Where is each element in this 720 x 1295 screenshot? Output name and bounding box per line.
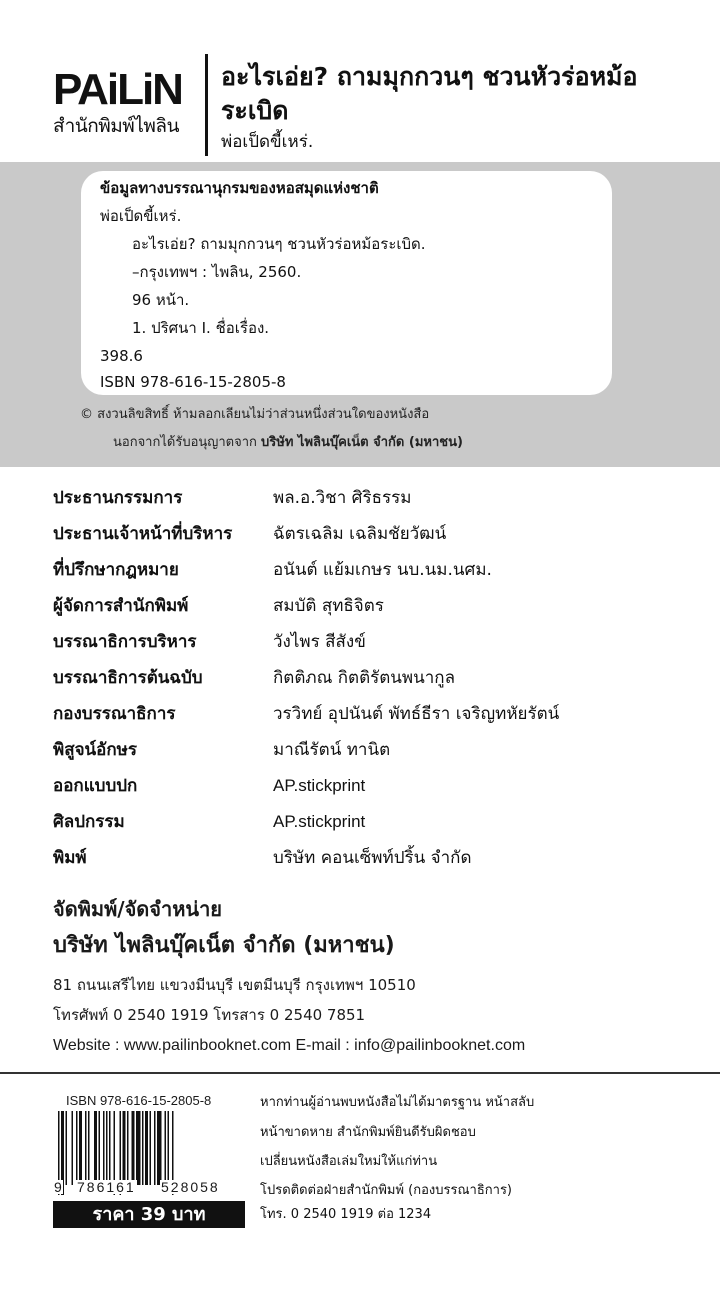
notice-line: หน้าขาดหาย สำนักพิมพ์ยินดีรับผิดชอบ (260, 1125, 476, 1140)
copyright-prefix: นอกจากได้รับอนุญาตจาก (113, 435, 257, 450)
book-header (0, 0, 720, 162)
barcode-digit-first: 9 (54, 1179, 62, 1195)
staff-name: กิตติภณ กิตติรัตนพนากูล (273, 668, 456, 688)
cip-line: อะไรเอ่ย? ถามมุกกวนๆ ชวนหัวร่อหม้อระเบิด. (132, 235, 426, 253)
logo-wordmark: PAiLiN (53, 65, 182, 114)
book-author: พ่อเป็ดขี้เหร่. (221, 132, 314, 152)
copyright-line (113, 434, 463, 452)
staff-row (53, 773, 673, 803)
staff-row (53, 737, 673, 767)
cip-line: 398.6 (100, 347, 143, 365)
staff-name: พล.อ.วิชา ศิริธรรม (273, 488, 412, 508)
staff-role: ที่ปรึกษากฎหมาย (53, 560, 179, 580)
staff-role: พิสูจน์อักษร (53, 740, 138, 760)
staff-role: ออกแบบปก (53, 776, 138, 796)
staff-role: กองบรรณาธิการ (53, 704, 176, 724)
price-badge: ราคา 39 บาท (53, 1201, 245, 1228)
staff-role: บรรณาธิการต้นฉบับ (53, 668, 203, 688)
publisher-address: 81 ถนนเสรีไทย แขวงมีนบุรี เขตมีนบุรี กรุงเทพฯ 10510 (53, 976, 416, 994)
publisher-label: จัดพิมพ์/จัดจำหน่าย (53, 897, 223, 921)
staff-name: สมบัติ สุทธิจิตร (273, 596, 384, 616)
cip-line: ISBN 978-616-15-2805-8 (100, 373, 286, 391)
staff-row (53, 593, 673, 623)
barcode-digits-right: 528058 (161, 1179, 220, 1195)
cip-line: 96 หน้า. (132, 291, 190, 309)
staff-role: พิมพ์ (53, 848, 87, 868)
staff-name: วรวิทย์ อุปนันต์ พัทธ์ธีรา เจริญทหัยรัตน์ (273, 704, 560, 724)
copyright-line: © สงวนลิขสิทธิ์ ห้ามลอกเลียนไม่ว่าส่วนหนึ่งส่วนใดของหนังสือ (80, 407, 430, 422)
barcode-digits-left: 786161 (77, 1179, 136, 1195)
staff-row (53, 701, 673, 731)
publisher-name: บริษัท ไพลินบุ๊คเน็ต จำกัด (มหาชน) (53, 933, 395, 958)
staff-row (53, 809, 673, 839)
staff-role: บรรณาธิการบริหาร (53, 632, 197, 652)
header-divider (205, 54, 208, 156)
cip-line: –กรุงเทพฯ : ไพลิน, 2560. (132, 263, 302, 281)
staff-role: ศิลปกรรม (53, 812, 125, 832)
notice-line: เปลี่ยนหนังสือเล่มใหม่ให้แก่ท่าน (260, 1154, 438, 1169)
staff-name: AP.stickprint (273, 776, 366, 795)
cip-heading: ข้อมูลทางบรรณานุกรมของหอสมุดแห่งชาติ (100, 179, 379, 197)
copyright-company: บริษัท ไพลินบุ๊คเน็ต จำกัด (มหาชน) (261, 435, 463, 450)
publisher-phone: โทรศัพท์ 0 2540 1919 โทรสาร 0 2540 7851 (53, 1006, 366, 1024)
staff-row (53, 485, 673, 515)
staff-name: ฉัตรเฉลิม เฉลิมชัยวัฒน์ (273, 524, 447, 544)
barcode-isbn: ISBN 978-616-15-2805-8 (66, 1093, 212, 1108)
staff-role: ผู้จัดการสำนักพิมพ์ (53, 596, 189, 616)
section-divider (0, 1072, 720, 1074)
staff-row (53, 629, 673, 659)
staff-name: อนันต์ แย้มเกษร นบ.นม.นศม. (273, 560, 492, 580)
publisher-logo (53, 65, 193, 138)
book-title: อะไรเอ่ย? ถามมุกกวนๆ ชวนหัวร่อหม้อระเบิด (221, 62, 638, 125)
cip-line: 1. ปริศนา I. ชื่อเรื่อง. (132, 319, 270, 337)
staff-row (53, 665, 673, 695)
notice-line: โปรดติดต่อฝ่ายสำนักพิมพ์ (กองบรรณาธิการ) (260, 1183, 512, 1198)
staff-row (53, 845, 673, 875)
notice-line: หากท่านผู้อ่านพบหนังสือไม่ได้มาตรฐาน หน้าสลับ (260, 1095, 535, 1110)
logo-subtitle: สำนักพิมพ์ไพลิน (53, 115, 180, 137)
staff-name: AP.stickprint (273, 812, 366, 831)
cip-line: พ่อเป็ดขี้เหร่. (100, 207, 182, 225)
cip-card (81, 171, 612, 395)
staff-name: บริษัท คอนเซ็พท์ปริ้น จำกัด (273, 848, 472, 868)
notice-line: โทร. 0 2540 1919 ต่อ 1234 (260, 1207, 432, 1222)
staff-role: ประธานกรรมการ (53, 488, 183, 508)
publisher-web-email: Website : www.pailinbooknet.com E-mail : info@pailinbooknet.com (53, 1037, 526, 1054)
staff-row (53, 557, 673, 587)
staff-role: ประธานเจ้าหน้าที่บริหาร (53, 524, 233, 544)
staff-name: มาณีรัตน์ ทานิต (273, 740, 391, 760)
staff-row (53, 521, 673, 551)
staff-name: วังไพร สีสังข์ (273, 632, 366, 652)
